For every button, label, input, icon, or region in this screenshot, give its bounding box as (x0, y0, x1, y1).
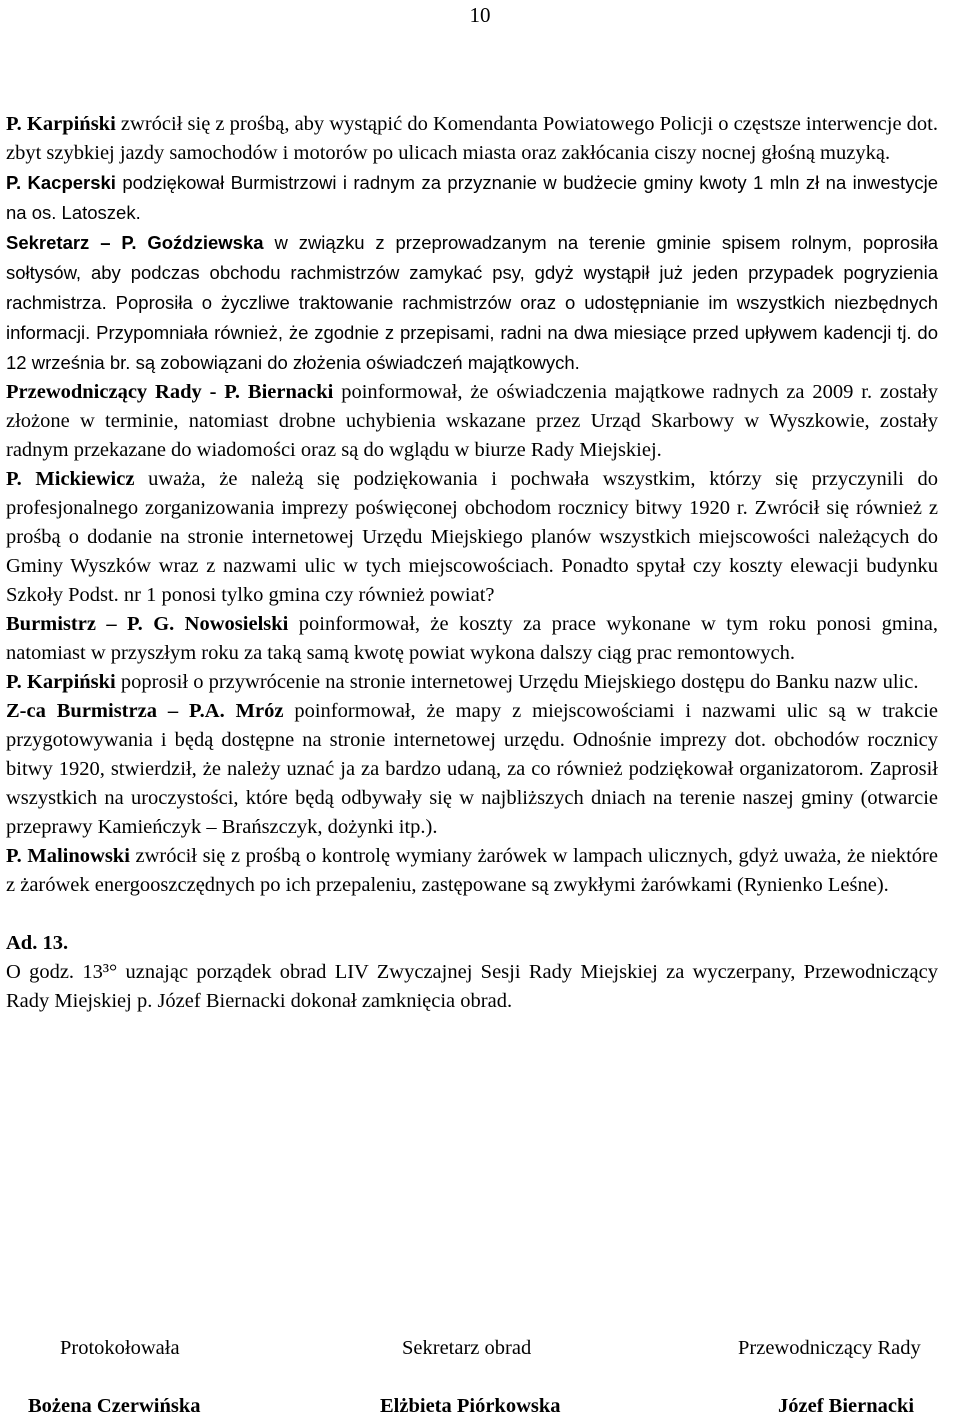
paragraph-text: w związku z przeprowadzanym na terenie gminie spisem rolnym, poprosiła sołtysów, aby podczas obchodu rachmistrzów zamykać psy, gdyż wystąpił już jeden przypadek pogryzienia rachmistrza. Poprosiła o życzliwe traktowanie rachmistrzów oraz o udostępnianie im wszystkich niezbędnych informacji. Przypomniała również, że zgodnie z przepisami, radni na dwa miesiące przed upływem kadencji tj. do 12 września br. są zobowiązani do złożenia oświadczeń majątkowych. (6, 232, 938, 373)
closing-paragraph: O godz. 13³° uznając porządek obrad LIV Zwyczajnej Sesji Rady Miejskiej za wyczerpany, Przewodniczący Rady Miejskiej p. Józef Biernacki dokonał zamknięcia obrad. (6, 961, 938, 1012)
signature-name-protokolowala: Bożena Czerwińska (28, 1395, 201, 1417)
paragraph-text: zwrócił się z prośbą o kontrolę wymiany żarówek w lampach ulicznych, gdyż uważa, że niektóre z żarówek energooszczędnych po ich przepaleniu, zastępowane są zwykłymi żarówkami (Rynienko Leśne). (6, 845, 938, 896)
paragraph (6, 168, 938, 228)
speaker-name: Burmistrz – P. G. Nowosielski (6, 613, 289, 635)
paragraph-text: poinformował, że mapy z miejscowościami i nazwami ulic są w trakcie przygotowywania i będą dostępne na stronie internetowej urzędu. Odnośnie imprezy dot. obchodów rocznicy bitwy 1920, stwierdził, że należy uznać ja za bardzo udaną, za co również podziękował organizatorom. Zaprosił wszystkich na uroczystości, które będą odbywały się w najbliższych dniach na terenie naszej gminy (otwarcie przeprawy Kamieńczyk – Brańszczyk, dożynki itp.). (6, 700, 939, 838)
paragraph-text: uważa, że należą się podziękowania i pochwała wszystkim, którzy się przyczynili do profesjonalnego zorganizowania imprezy poświęconej obchodom rocznicy bitwy 1920 r. Zwrócił się również z prośbą o dodanie na stronie internetowej Urzędu Miejskiego planów wszystkich miejscowości należących do Gminy Wyszków wraz z nazwami ulic w tych miejscowościach. Ponadto spytał czy koszty elewacji budynku Szkoły Podst. nr 1 ponosi tylko gmina czy również powiat? (6, 468, 938, 606)
signature-title-sekretarz: Sekretarz obrad (402, 1337, 532, 1359)
signature-name-przewodniczacy: Józef Biernacki (778, 1395, 915, 1417)
paragraph (6, 668, 938, 697)
document-body (6, 110, 938, 1016)
paragraph (6, 697, 938, 842)
speaker-name: P. Kacperski (6, 172, 116, 193)
speaker-name: P. Karpiński (6, 671, 116, 693)
page-number: 10 (469, 3, 491, 27)
paragraph-text: poprosił o przywrócenie na stronie internetowej Urzędu Miejskiego dostępu do Banku nazw ulic. (115, 671, 919, 693)
paragraph-text: poinformował, że koszty za prace wykonane w tym roku ponosi gmina, natomiast w przyszłym roku za taką samą kwotę powiat wykona dalszy ciąg prac remontowych. (6, 613, 939, 664)
speaker-name: Przewodniczący Rady - P. Biernacki (6, 381, 334, 403)
signature-name-sekretarz: Elżbieta Piórkowska (380, 1395, 561, 1417)
speaker-name: Sekretarz – P. Goździewska (6, 232, 264, 253)
speaker-name: P. Karpiński (6, 113, 116, 135)
speaker-name: Z-ca Burmistrza – P.A. Mróz (6, 700, 284, 722)
signature-title-przewodniczacy: Przewodniczący Rady (738, 1337, 921, 1359)
paragraph (6, 110, 938, 168)
agenda-item-heading: Ad. 13. (6, 932, 69, 954)
paragraph-text: podziękował Burmistrzowi i radnym za przyznanie w budżecie gminy kwoty 1 mln zł na inwestycje na os. Latoszek. (6, 172, 938, 223)
paragraph (6, 378, 938, 465)
paragraph (6, 842, 938, 900)
speaker-name: P. Mickiewicz (6, 468, 135, 490)
paragraph (6, 610, 938, 668)
speaker-name: P. Malinowski (6, 845, 130, 867)
signature-title-protokolowala: Protokołowała (60, 1337, 180, 1359)
paragraph-text: zwrócił się z prośbą, aby wystąpić do Komendanta Powiatowego Policji o częstsze interwencje dot. zbyt szybkiej jazdy samochodów i motorów po ulicach miasta oraz zakłócania ciszy nocnej głośną muzyką. (6, 113, 938, 164)
paragraph (6, 228, 938, 378)
paragraph (6, 465, 938, 610)
paragraph-text: poinformował, że oświadczenia majątkowe radnych za 2009 r. zostały złożone w terminie, natomiast drobne uchybienia wskazane przez Urząd Skarbowy w Wyszkowie, zostały radnym przekazane do wiadomości oraz są do wglądu w biurze Rady Miejskiej. (6, 381, 938, 461)
